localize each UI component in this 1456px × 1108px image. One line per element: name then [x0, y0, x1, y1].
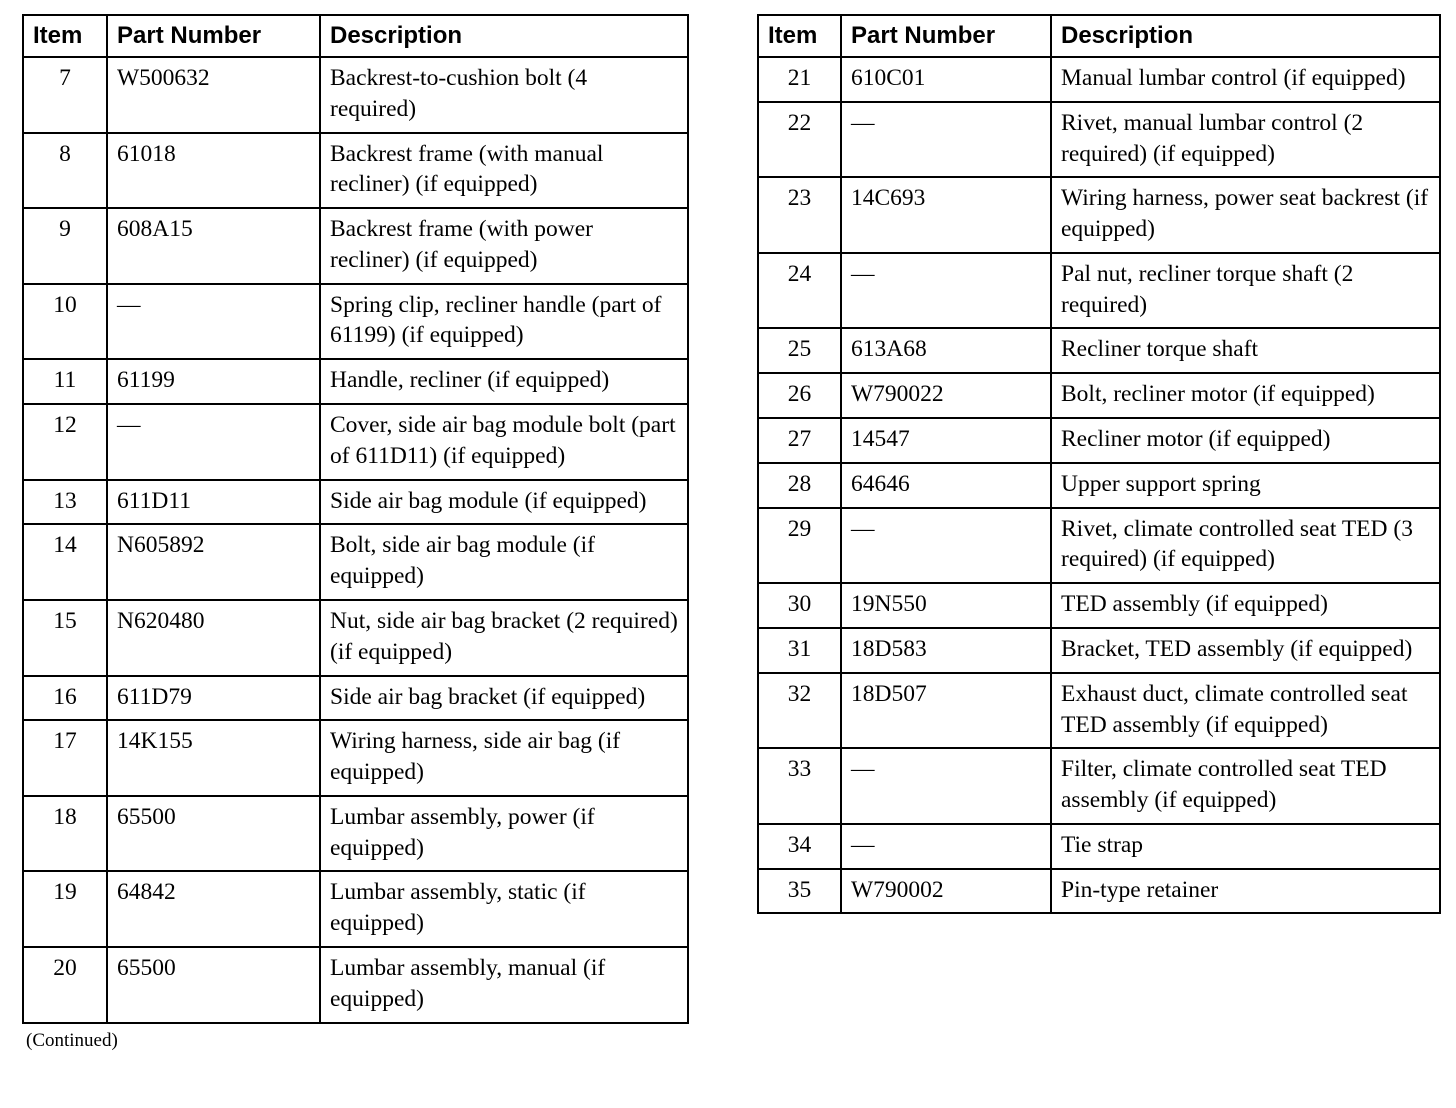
cell-part-number: 14C693	[841, 177, 1051, 253]
table-row	[758, 748, 1440, 824]
cell-part-number: N620480	[107, 600, 320, 676]
cell-description: Lumbar assembly, power (if equipped)	[320, 796, 688, 872]
cell-description: Manual lumbar control (if equipped)	[1051, 57, 1440, 102]
table-row	[758, 177, 1440, 253]
cell-description: Lumbar assembly, static (if equipped)	[320, 871, 688, 947]
table-row	[758, 373, 1440, 418]
cell-description: Bracket, TED assembly (if equipped)	[1051, 628, 1440, 673]
cell-description: Recliner motor (if equipped)	[1051, 418, 1440, 463]
cell-item: 26	[758, 373, 841, 418]
cell-part-number: W790022	[841, 373, 1051, 418]
cell-description: Wiring harness, side air bag (if equipped)	[320, 720, 688, 796]
cell-description: Recliner torque shaft	[1051, 328, 1440, 373]
cell-item: 34	[758, 824, 841, 869]
cell-item: 16	[23, 676, 107, 721]
table-row	[758, 418, 1440, 463]
cell-part-number: N605892	[107, 524, 320, 600]
cell-description: Pal nut, recliner torque shaft (2 required)	[1051, 253, 1440, 329]
cell-description: Backrest frame (with manual recliner) (if equipped)	[320, 133, 688, 209]
cell-description: Tie strap	[1051, 824, 1440, 869]
table-row	[23, 720, 688, 796]
cell-part-number: —	[841, 253, 1051, 329]
table-body	[23, 57, 688, 1023]
cell-part-number: 611D11	[107, 480, 320, 525]
column-header-part-number: Part Number	[107, 15, 320, 57]
cell-description: Lumbar assembly, manual (if equipped)	[320, 947, 688, 1023]
table-row	[758, 102, 1440, 178]
table-row	[758, 57, 1440, 102]
cell-description: Side air bag module (if equipped)	[320, 480, 688, 525]
cell-part-number: —	[107, 284, 320, 360]
continued-note: (Continued)	[26, 1029, 118, 1051]
parts-table-left	[22, 14, 689, 1024]
cell-item: 27	[758, 418, 841, 463]
cell-description: Upper support spring	[1051, 463, 1440, 508]
table-row	[23, 480, 688, 525]
cell-part-number: —	[841, 748, 1051, 824]
cell-part-number: —	[841, 102, 1051, 178]
cell-item: 23	[758, 177, 841, 253]
column-header-description: Description	[320, 15, 688, 57]
cell-item: 25	[758, 328, 841, 373]
cell-description: TED assembly (if equipped)	[1051, 583, 1440, 628]
cell-item: 24	[758, 253, 841, 329]
table-row	[23, 676, 688, 721]
cell-part-number: 608A15	[107, 208, 320, 284]
column-header-part-number: Part Number	[841, 15, 1051, 57]
cell-part-number: 64842	[107, 871, 320, 947]
cell-part-number: 18D507	[841, 673, 1051, 749]
cell-description: Bolt, recliner motor (if equipped)	[1051, 373, 1440, 418]
cell-description: Filter, climate controlled seat TED assembly (if equipped)	[1051, 748, 1440, 824]
table-row	[758, 673, 1440, 749]
cell-description: Wiring harness, power seat backrest (if equipped)	[1051, 177, 1440, 253]
cell-part-number: 14K155	[107, 720, 320, 796]
cell-item: 14	[23, 524, 107, 600]
table-row	[23, 133, 688, 209]
table-row	[23, 947, 688, 1023]
cell-part-number: 61199	[107, 359, 320, 404]
table-header-row	[23, 15, 688, 57]
table-body	[758, 57, 1440, 913]
cell-item: 29	[758, 508, 841, 584]
parts-table-right	[757, 14, 1441, 914]
cell-part-number: —	[841, 508, 1051, 584]
table-row	[23, 208, 688, 284]
table-row	[23, 524, 688, 600]
table-row	[23, 796, 688, 872]
cell-part-number: —	[107, 404, 320, 480]
table-row	[758, 824, 1440, 869]
table-header-row	[758, 15, 1440, 57]
cell-part-number: 61018	[107, 133, 320, 209]
column-header-description: Description	[1051, 15, 1440, 57]
table-row	[23, 284, 688, 360]
table-row	[758, 328, 1440, 373]
table-row	[23, 871, 688, 947]
cell-item: 10	[23, 284, 107, 360]
cell-item: 13	[23, 480, 107, 525]
parts-list-page	[22, 14, 1442, 1052]
cell-description: Rivet, climate controlled seat TED (3 required) (if equipped)	[1051, 508, 1440, 584]
cell-part-number: 613A68	[841, 328, 1051, 373]
cell-description: Spring clip, recliner handle (part of 61199) (if equipped)	[320, 284, 688, 360]
cell-item: 15	[23, 600, 107, 676]
cell-part-number: 64646	[841, 463, 1051, 508]
cell-item: 17	[23, 720, 107, 796]
cell-description: Backrest-to-cushion bolt (4 required)	[320, 57, 688, 133]
cell-item: 32	[758, 673, 841, 749]
table-row	[23, 600, 688, 676]
cell-part-number: 18D583	[841, 628, 1051, 673]
table-row	[23, 359, 688, 404]
cell-part-number: W500632	[107, 57, 320, 133]
cell-description: Exhaust duct, climate controlled seat TED assembly (if equipped)	[1051, 673, 1440, 749]
cell-part-number: 65500	[107, 796, 320, 872]
cell-item: 30	[758, 583, 841, 628]
table-row	[758, 869, 1440, 914]
cell-item: 21	[758, 57, 841, 102]
cell-part-number: 65500	[107, 947, 320, 1023]
cell-part-number: 14547	[841, 418, 1051, 463]
cell-part-number: —	[841, 824, 1051, 869]
cell-description: Backrest frame (with power recliner) (if equipped)	[320, 208, 688, 284]
cell-item: 28	[758, 463, 841, 508]
table-row	[758, 583, 1440, 628]
cell-item: 9	[23, 208, 107, 284]
table-row	[758, 508, 1440, 584]
table-row	[23, 404, 688, 480]
table-row	[758, 463, 1440, 508]
cell-item: 33	[758, 748, 841, 824]
cell-item: 18	[23, 796, 107, 872]
tables-container	[22, 14, 1442, 1024]
cell-part-number: 19N550	[841, 583, 1051, 628]
cell-description: Cover, side air bag module bolt (part of 611D11) (if equipped)	[320, 404, 688, 480]
cell-item: 35	[758, 869, 841, 914]
cell-item: 19	[23, 871, 107, 947]
column-header-item: Item	[758, 15, 841, 57]
column-header-item: Item	[23, 15, 107, 57]
cell-item: 7	[23, 57, 107, 133]
table-row	[23, 57, 688, 133]
cell-item: 12	[23, 404, 107, 480]
cell-item: 8	[23, 133, 107, 209]
cell-part-number: 611D79	[107, 676, 320, 721]
cell-description: Nut, side air bag bracket (2 required) (if equipped)	[320, 600, 688, 676]
cell-description: Rivet, manual lumbar control (2 required) (if equipped)	[1051, 102, 1440, 178]
cell-description: Pin-type retainer	[1051, 869, 1440, 914]
cell-item: 20	[23, 947, 107, 1023]
cell-item: 22	[758, 102, 841, 178]
cell-item: 31	[758, 628, 841, 673]
cell-description: Handle, recliner (if equipped)	[320, 359, 688, 404]
table-row	[758, 253, 1440, 329]
cell-part-number: 610C01	[841, 57, 1051, 102]
cell-item: 11	[23, 359, 107, 404]
cell-description: Bolt, side air bag module (if equipped)	[320, 524, 688, 600]
cell-part-number: W790002	[841, 869, 1051, 914]
cell-description: Side air bag bracket (if equipped)	[320, 676, 688, 721]
table-row	[758, 628, 1440, 673]
